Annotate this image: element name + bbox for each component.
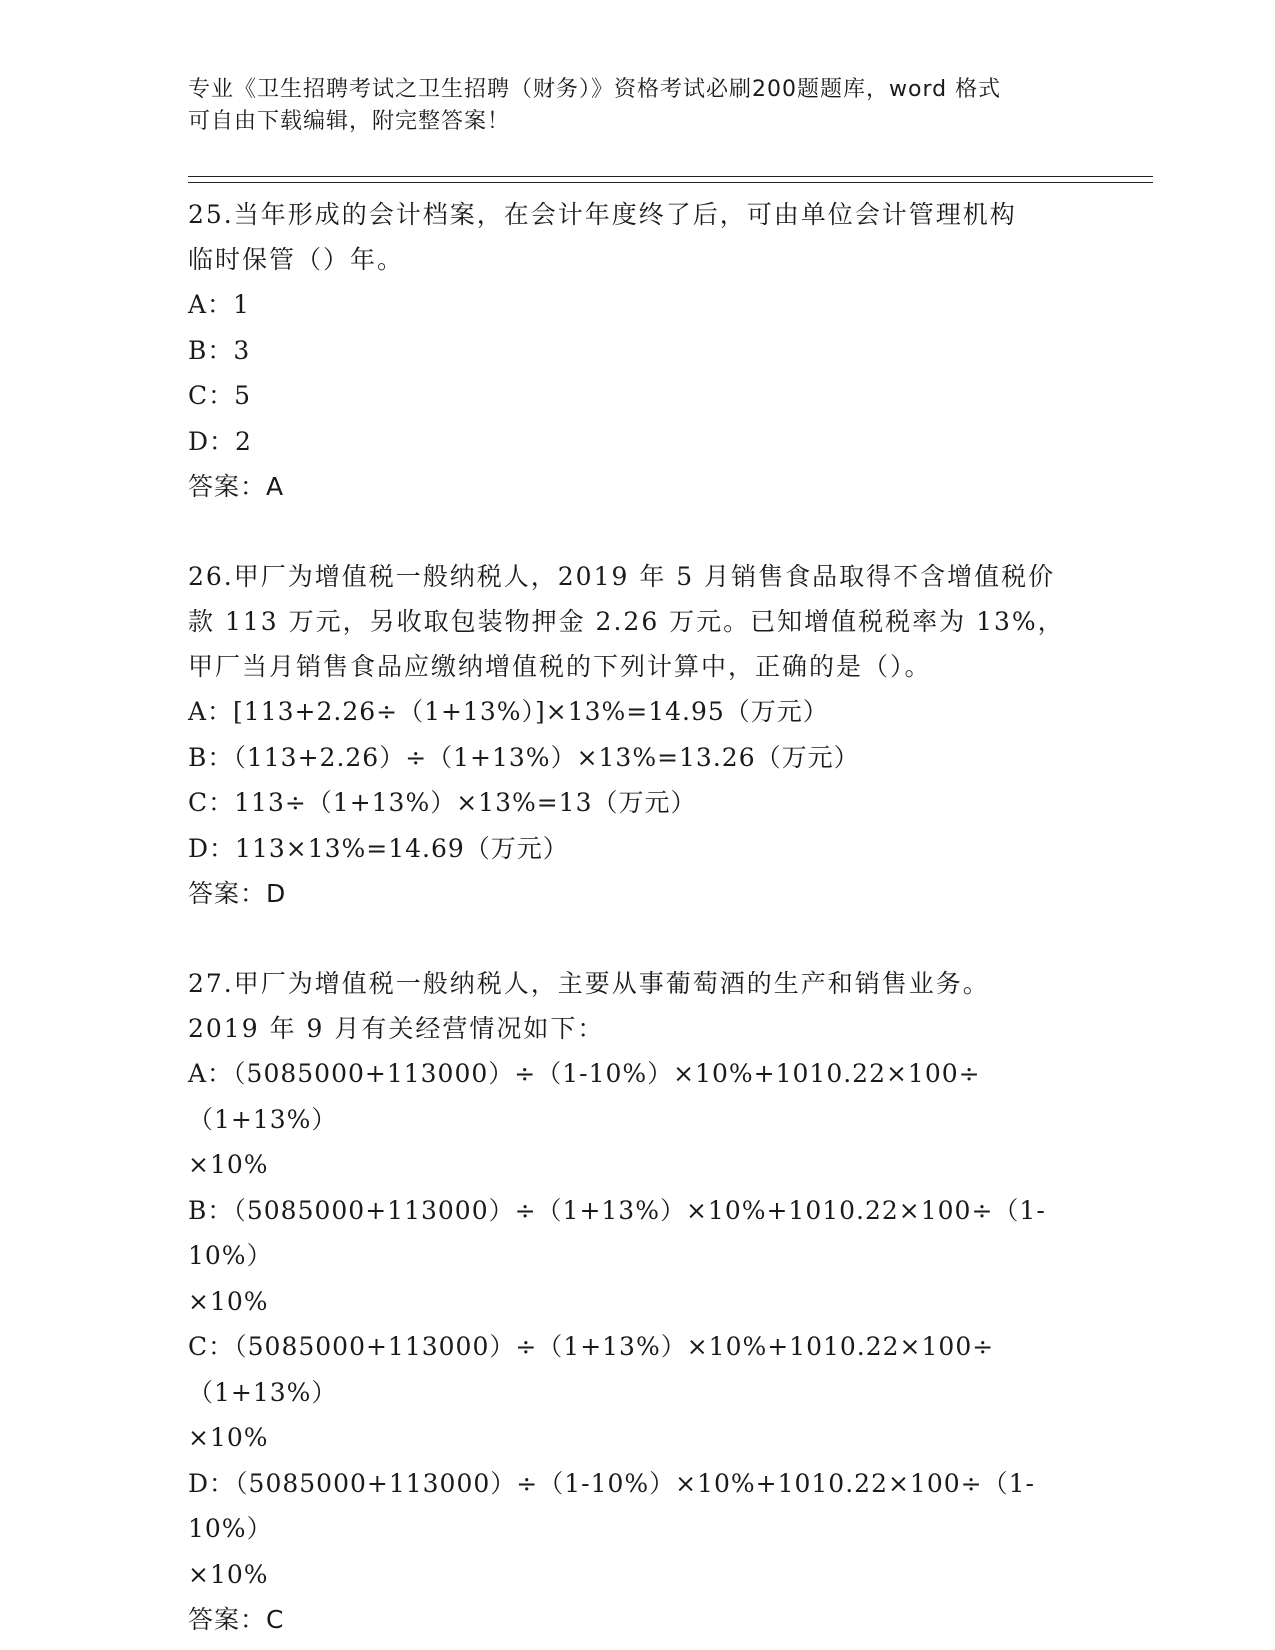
question-stem: [188, 961, 1088, 1051]
option-c-continued: ×10%: [188, 1423, 269, 1452]
option-a: A：[113+2.26÷（1+13%）]×13%=14.95（万元）: [188, 697, 829, 726]
answer: 答案：A: [188, 472, 285, 501]
option-b: B：（113+2.26）÷（1+13%）×13%=13.26（万元）: [188, 742, 860, 772]
answer: 答案：D: [188, 879, 287, 908]
option-c: C：（5085000+113000）÷（1+13%）×10%+1010.22×100÷（1+13%）: [188, 1332, 995, 1407]
option-d: D：2: [188, 426, 252, 456]
question-stem: [188, 192, 1088, 282]
option-c: C：5: [188, 381, 252, 410]
header-divider: [188, 182, 1153, 183]
question-line: 25.当年形成的会计档案，在会计年度终了后，可由单位会计管理机构: [188, 200, 1017, 229]
question-26: [188, 554, 1088, 917]
question-line: 27.甲厂为增值税一般纳税人，主要从事葡萄酒的生产和销售业务。: [188, 969, 990, 998]
option-c: C：113÷（1+13%）×13%=13（万元）: [188, 788, 697, 817]
question-spacer: [188, 917, 1088, 961]
option-a: A：（5085000+113000）÷（1-10%）×10%+1010.22×100÷（1+13%）: [188, 1059, 981, 1134]
option-b: B：（5085000+113000）÷（1+13%）×10%+1010.22×100÷（1-10%）: [188, 1195, 1046, 1270]
header-line: 可自由下载编辑，附完整答案！: [188, 109, 511, 134]
option-d: D：（5085000+113000）÷（1-10%）×10%+1010.22×100÷（1-10%）: [188, 1468, 1035, 1543]
question-line: 2019 年 9 月有关经营情况如下：: [188, 1014, 605, 1043]
option-d: D：113×13%=14.69（万元）: [188, 833, 569, 863]
question-line: 26.甲厂为增值税一般纳税人，2019 年 5 月销售食品取得不含增值税价: [188, 562, 1056, 591]
question-line: 款 113 万元，另收取包装物押金 2.26 万元。已知增值税税率为 13%，: [188, 607, 1065, 636]
option-b: B：3: [188, 335, 251, 365]
question-line: 甲厂当月销售食品应缴纳增值税的下列计算中，正确的是（）。: [188, 652, 932, 681]
option-d-continued: ×10%: [188, 1559, 269, 1589]
option-a: A：1: [188, 290, 250, 319]
question-stem: [188, 554, 1088, 689]
document-header: [188, 74, 1088, 138]
header-divider: [188, 176, 1153, 177]
option-a-continued: ×10%: [188, 1150, 269, 1179]
question-list: [188, 192, 1088, 1643]
option-b-continued: ×10%: [188, 1286, 269, 1316]
question-spacer: [188, 510, 1088, 554]
header-line: 专业《卫生招聘考试之卫生招聘（财务）》资格考试必刷200题题库，word 格式: [188, 77, 1002, 102]
question-27: [188, 961, 1088, 1643]
answer: 答案：C: [188, 1605, 285, 1634]
question-line: 临时保管（）年。: [188, 245, 405, 274]
question-25: [188, 192, 1088, 510]
